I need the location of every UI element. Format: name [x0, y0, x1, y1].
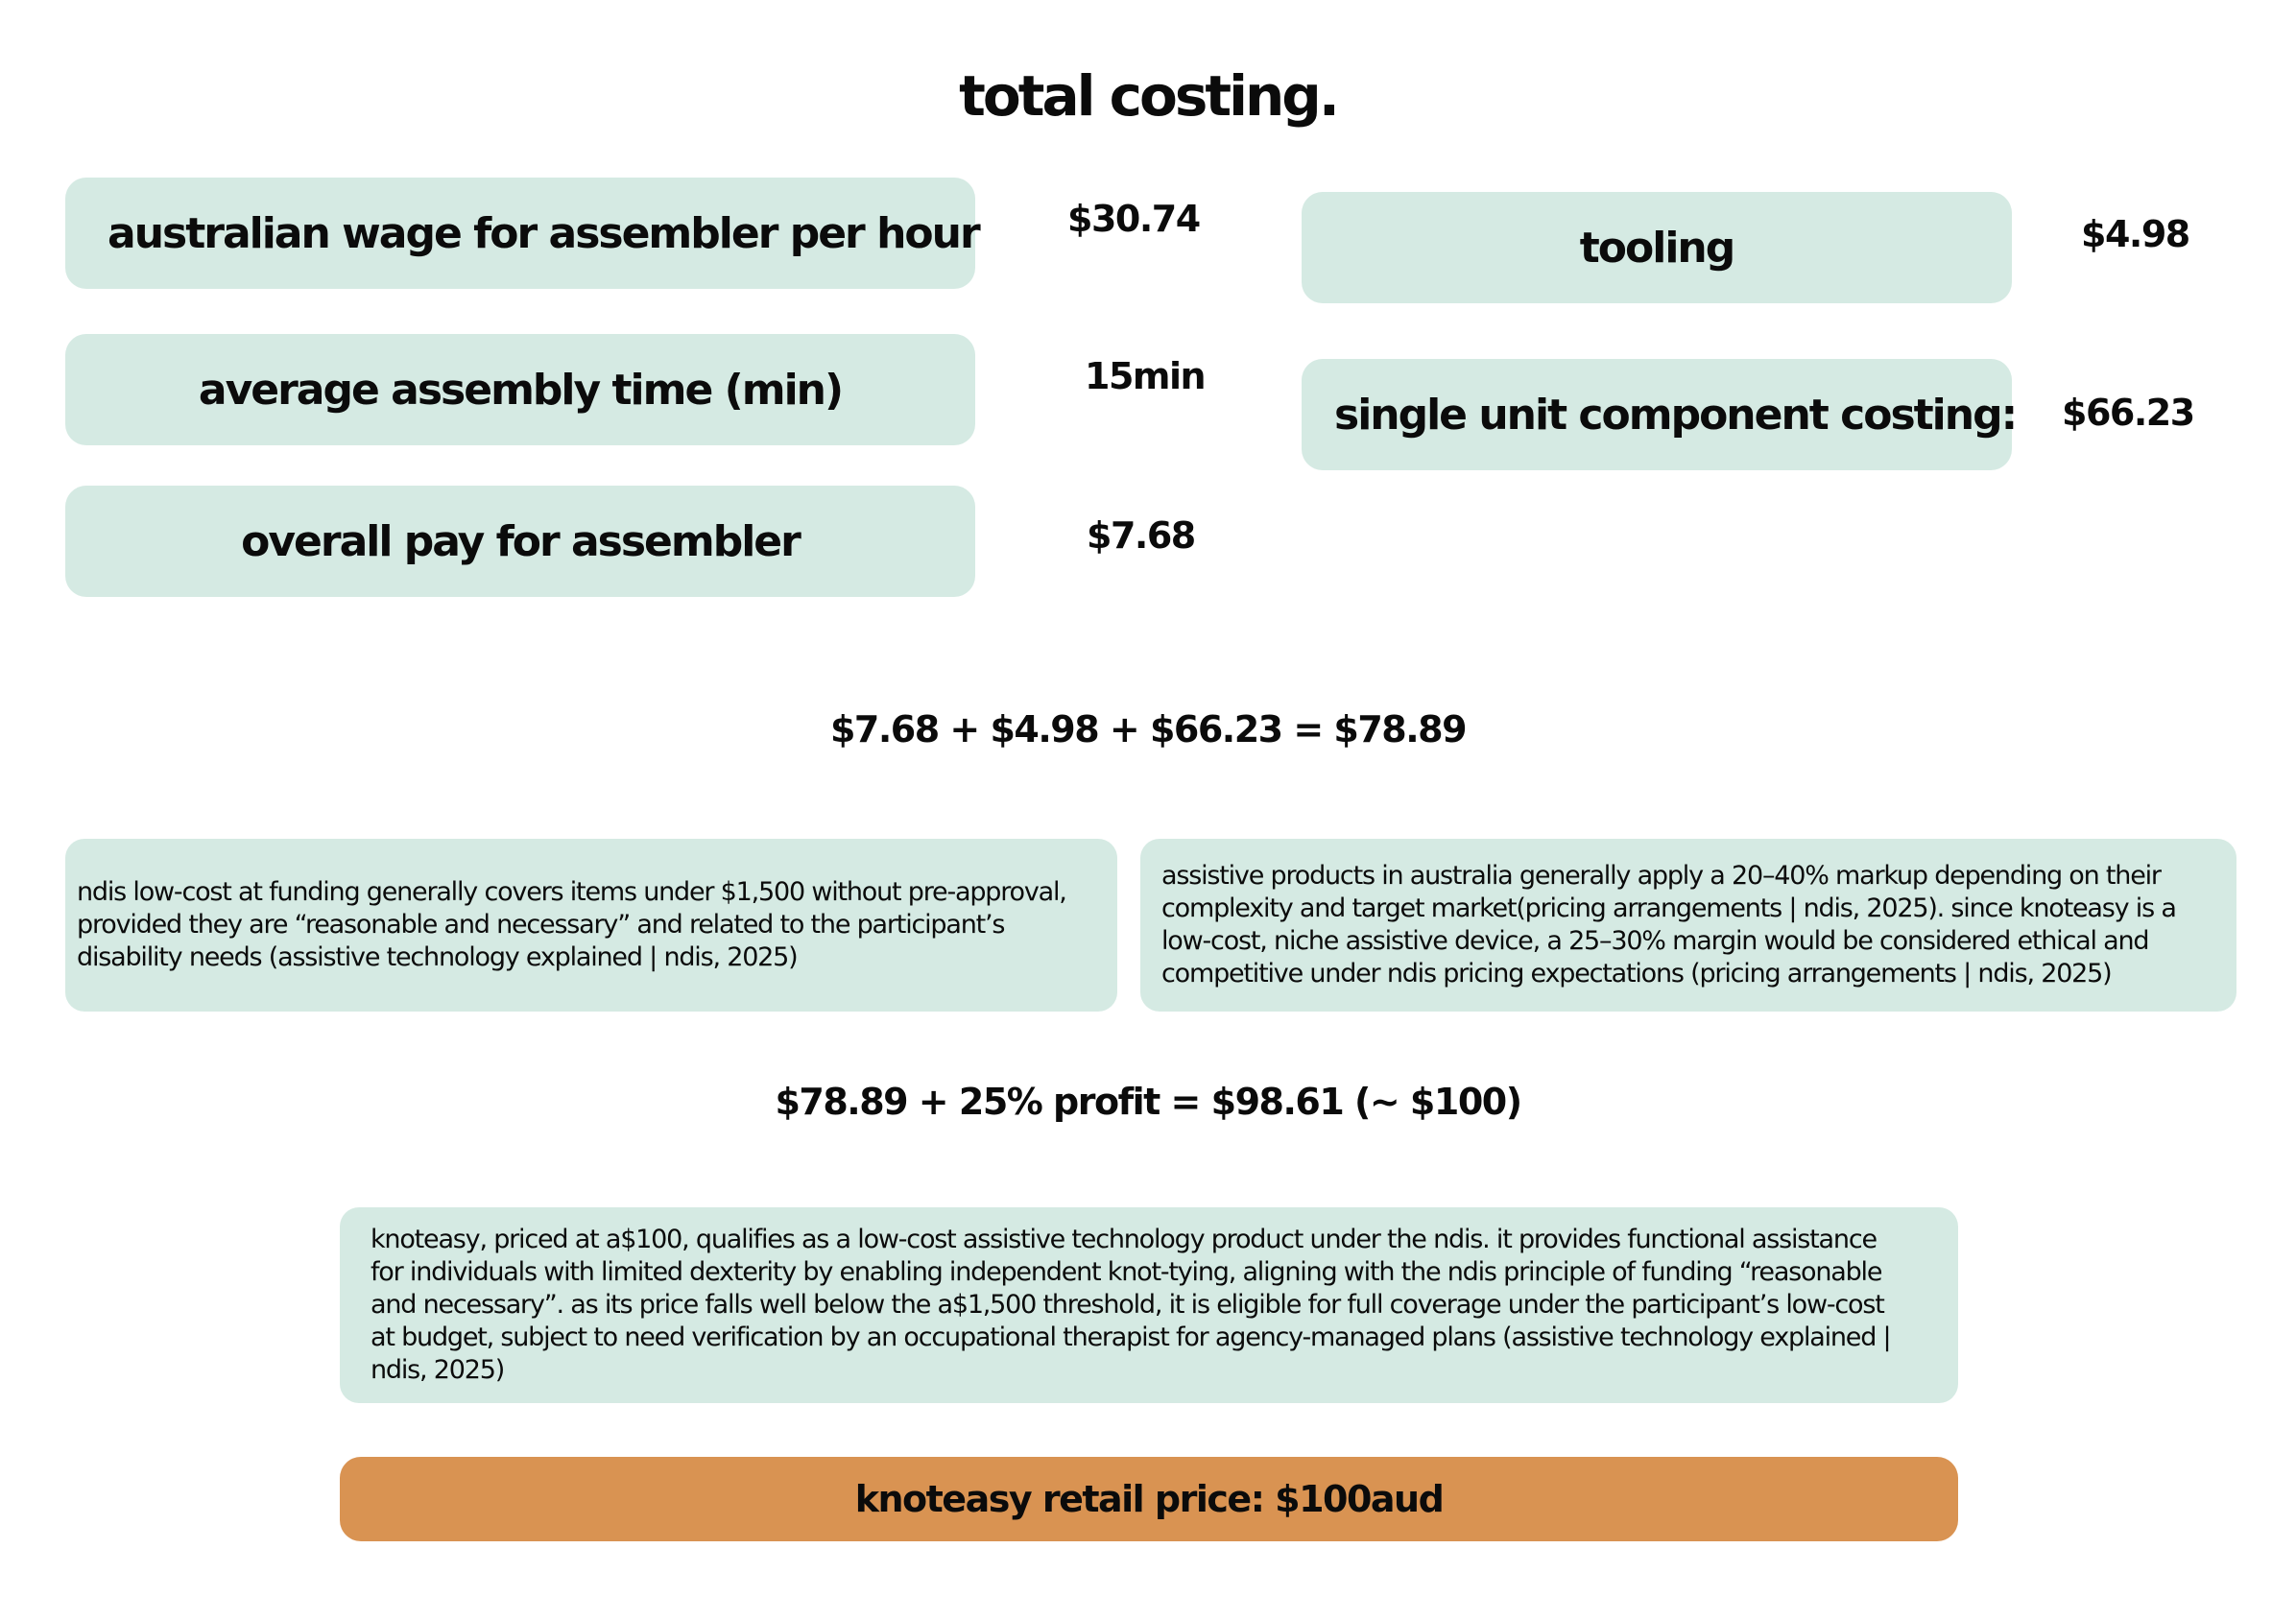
component-costing-label: single unit component costing: — [1334, 390, 2017, 440]
ndis-funding-text: ndis low-cost at funding generally covers items under $1,500 without pre-approval, provided they are “reasonable and necessary” and related to the participant’s disability needs (assistive technology explained | ndis, 2025) — [77, 877, 1066, 972]
retail-price-banner — [340, 1457, 1958, 1541]
assembly-time-label: average assembly time (min) — [198, 365, 843, 415]
markup-note — [1140, 839, 2236, 1012]
assembler-pay-label: overall pay for assembler — [241, 516, 800, 566]
page-title: total costing. — [959, 63, 1337, 129]
tooling-label: tooling — [1579, 223, 1734, 273]
wage-label-card — [65, 178, 979, 289]
total-cost-formula: $7.68 + $4.98 + $66.23 = $78.89 — [829, 708, 1467, 750]
assembly-time-label-card — [65, 334, 975, 445]
qualification-note — [340, 1207, 1958, 1403]
assembler-pay-value: $7.68 — [1087, 514, 1195, 557]
tooling-label-card — [1302, 192, 2012, 303]
wage-label: australian wage for assembler per hour — [108, 208, 979, 258]
markup-text: assistive products in australia generally apply a 20–40% markup depending on their complexity and target market(pricing arrangements | ndis, 2025). since knoteasy is a low-cost, niche assistive device, a 25–30% margin would be considered ethical and competitive under ndis pricing expectations (pricing arrangements | ndis, 2025) — [1161, 861, 2176, 989]
profit-formula: $78.89 + 25% profit = $98.61 (~ $100) — [775, 1081, 1521, 1123]
assembler-pay-label-card — [65, 486, 975, 597]
component-costing-value: $66.23 — [2062, 392, 2194, 434]
tooling-value: $4.98 — [2081, 213, 2189, 255]
retail-price-text: knoteasy retail price: $100aud — [854, 1478, 1444, 1520]
ndis-funding-note — [65, 839, 1117, 1012]
qualification-text: knoteasy, priced at a$100, qualifies as a low-cost assistive technology product under the ndis. it provides functional assistance for individuals with limited dexterity by enabling independent knot-tying, aligning with the ndis principle of funding “reasonable and necessary”. as its price falls well below the a$1,500 threshold, it is eligible for full coverage under the participant’s low-cost at budget, subject to need verification by an occupational therapist for agency-managed plans (assistive technology explained | ndis, 2025) — [371, 1225, 1891, 1385]
wage-value: $30.74 — [1067, 198, 1200, 240]
assembly-time-value: 15min — [1085, 355, 1206, 397]
component-costing-label-card — [1302, 359, 2017, 470]
